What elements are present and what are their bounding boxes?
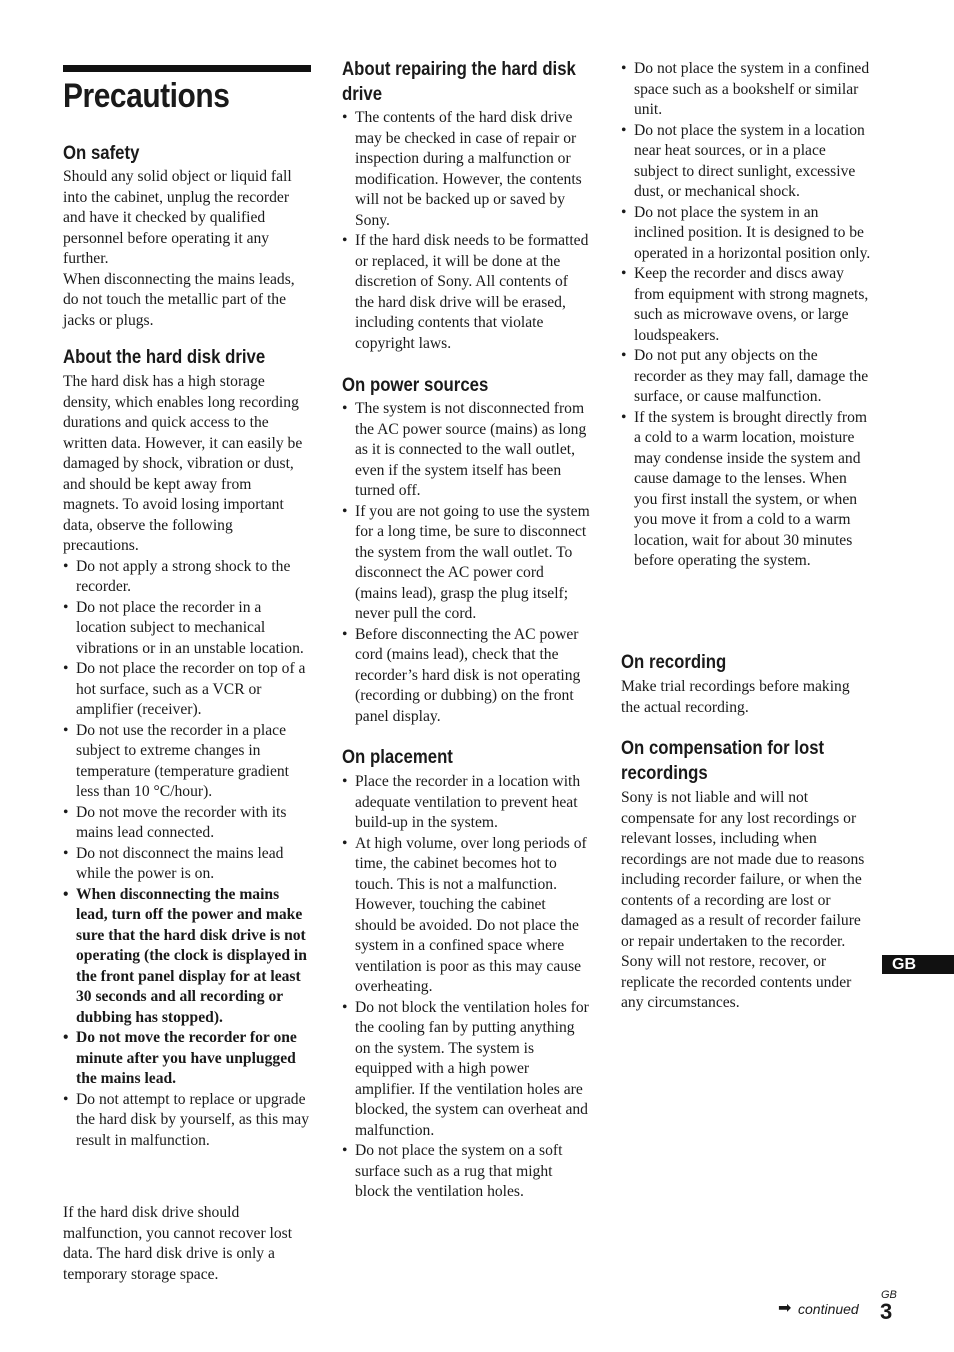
list-item: • If the hard disk needs to be formatted or replaced, it will be done at the discretion of Sony. All contents of the hard disk drive will be erased, including contents that violate copyright laws. xyxy=(342,231,590,354)
hdd-outro-paragraph: If the hard disk drive should malfunction, you cannot recover lost data. The hard disk drive is only a temporary storage space. xyxy=(63,1204,293,1283)
page-region-label: GB xyxy=(881,1289,897,1301)
page-title: Precautions xyxy=(63,77,230,115)
list-item: • Keep the recorder and discs away from equipment with strong magnets, such as microwave ovens, or large loudspeakers. xyxy=(621,264,871,346)
repair-list xyxy=(342,108,590,354)
title-rule xyxy=(63,65,311,72)
list-item: • Do not place the recorder in a location subject to mechanical vibrations or in an unstable location. xyxy=(63,598,311,660)
hdd-precautions-list xyxy=(63,557,311,1152)
list-item: • Do not block the ventilation holes for the cooling fan by putting anything on the system. The system is equipped with a high power amplifier. If the ventilation holes are blocked, the system can overheat and malfunction. xyxy=(342,998,590,1142)
list-item: • The contents of the hard disk drive may be checked in case of repair or inspection during a malfunction or modification. However, the contents will not be backed up or saved by Sony. xyxy=(342,108,590,231)
compensation-paragraph: Sony is not liable and will not compensate for any lost recordings or relevant losses, including when recordings are not made due to reasons including recorder failure, or when the contents of a recording are lost or damaged as a result of recorder failure or repair undertaken to the recorder. Sony will not restore, recover, or replicate the recorded contents under any circumstances. xyxy=(621,789,865,1011)
list-item: • Before disconnecting the AC power cord (mains lead), check that the recorder’s hard disk is not operating (recording or dubbing) on the front panel display. xyxy=(342,625,590,728)
list-item: • If the system is brought directly from a cold to a warm location, moisture may condense inside the system and cause damage to the lenses. When you first install the system, or when you move it from a cold to a warm location, wait for about 30 minutes before operating the system. xyxy=(621,408,871,572)
heading-on-safety: On safety xyxy=(63,142,140,164)
heading-on-recording: On recording xyxy=(621,651,727,673)
list-item: • Do not place the system in an inclined position. It is designed to be operated in a horizontal position only. xyxy=(621,203,871,265)
power-list xyxy=(342,399,590,727)
continued-label: continued xyxy=(798,1301,859,1317)
list-item: • Do not place the system on a soft surface such as a rug that might block the ventilation holes. xyxy=(342,1141,590,1203)
list-item: • If you are not going to use the system for a long time, be sure to disconnect the system from the wall outlet. To disconnect the AC power cord (mains lead), grasp the plug itself; never pull the cord. xyxy=(342,502,590,625)
list-item: • Do not attempt to replace or upgrade the hard disk by yourself, as this may result in malfunction. xyxy=(63,1090,311,1152)
list-item: • Do not move the recorder with its mains lead connected. xyxy=(63,803,311,844)
list-item-warning: • Do not move the recorder for one minute after you have unplugged the mains lead. xyxy=(63,1028,311,1090)
list-item: • At high volume, over long periods of time, the cabinet becomes hot to touch. This is not a malfunction. However, touching the cabinet should be avoided. Do not place the system in a confined space where ventilation is poor as this may cause overheating. xyxy=(342,834,590,998)
list-item: • Do not place the system in a confined space such as a bookshelf or similar unit. xyxy=(621,59,871,121)
placement-continued-list xyxy=(621,59,871,572)
list-item: • Do not disconnect the mains lead while the power is on. xyxy=(63,844,311,885)
hdd-intro-paragraph: The hard disk has a high storage density, which enables long recording durations and quick access to the written data. However, it can easily be damaged by shock, vibration or dust, and should be kept away from magnets. To avoid losing important data, observe the following precautions. xyxy=(63,373,303,554)
list-item: • Do not apply a strong shock to the recorder. xyxy=(63,557,311,598)
heading-compensation: On compensation for lost recordings xyxy=(621,737,825,784)
list-item-warning: • When disconnecting the mains lead, turn off the power and make sure that the hard disk drive is not operating (the clock is displayed in the front panel display for at least 30 seconds and all recording or dubbing has stopped). xyxy=(63,885,311,1029)
list-item: • Place the recorder in a location with adequate ventilation to prevent heat build-up in the system. xyxy=(342,772,590,834)
right-arrow-icon: ➡ xyxy=(778,1298,792,1317)
page-number: 3 xyxy=(880,1299,893,1324)
language-tab: GB xyxy=(882,955,954,974)
list-item: • Do not place the system in a location near heat sources, or in a place subject to direct sunlight, excessive dust, or mechanical shock. xyxy=(621,121,871,203)
list-item: • Do not place the recorder on top of a hot surface, such as a VCR or amplifier (receiver). xyxy=(63,659,311,721)
heading-placement: On placement xyxy=(342,746,453,768)
list-item: • Do not use the recorder in a place subject to extreme changes in temperature (temperature gradient less than 10 °C/hour). xyxy=(63,721,311,803)
heading-power-sources: On power sources xyxy=(342,374,489,396)
heading-hard-disk-drive: About the hard disk drive xyxy=(63,346,266,368)
heading-repairing-hard-disk: About repairing the hard disk drive xyxy=(342,58,576,105)
list-item: • The system is not disconnected from the AC power source (mains) as long as it is connected to the wall outlet, even if the system itself has been turned off. xyxy=(342,399,590,502)
safety-paragraph-1: Should any solid object or liquid fall into the cabinet, unplug the recorder and have it checked by qualified personnel before operating it any further. xyxy=(63,168,292,267)
list-item: • Do not put any objects on the recorder as they may fall, damage the surface, or cause malfunction. xyxy=(621,346,871,408)
recording-paragraph: Make trial recordings before making the actual recording. xyxy=(621,678,850,716)
safety-paragraph-2: When disconnecting the mains leads, do not touch the metallic part of the jacks or plugs. xyxy=(63,270,295,329)
placement-list xyxy=(342,772,590,1203)
